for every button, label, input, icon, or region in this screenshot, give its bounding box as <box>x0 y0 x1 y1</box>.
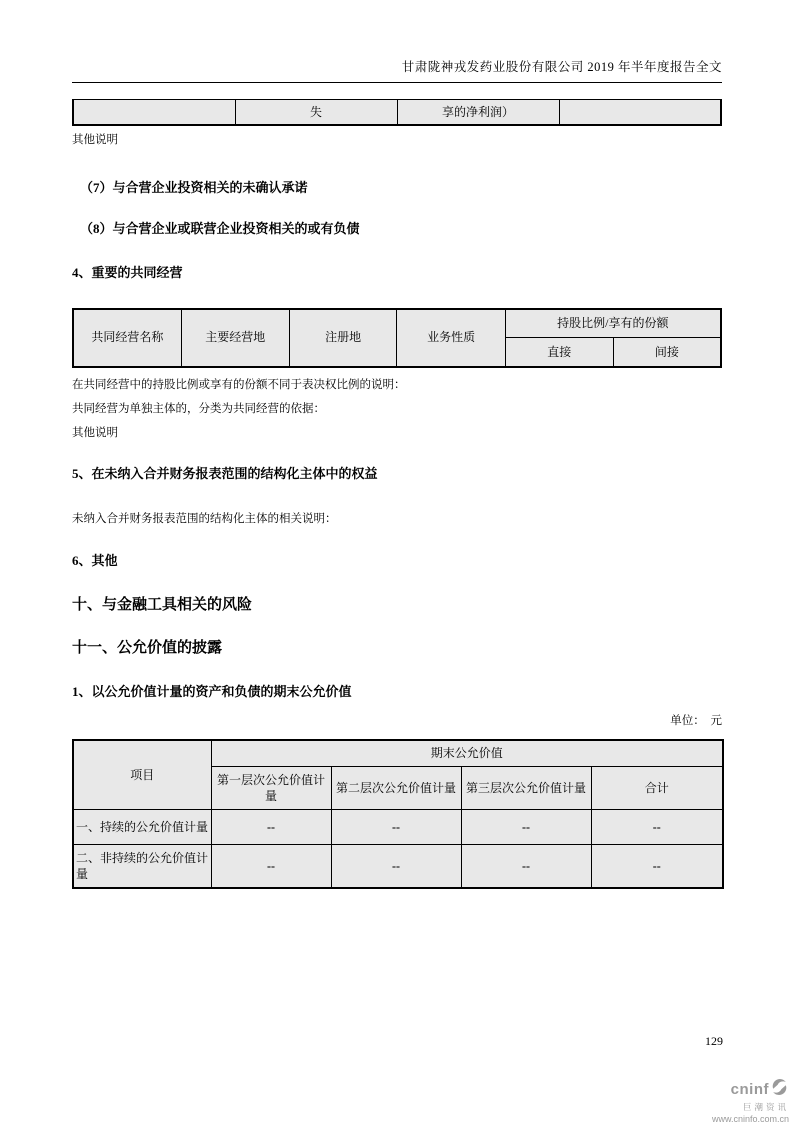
col-header-direct: 直接 <box>505 338 613 367</box>
heading-8-contingent-liabilities: （8）与合营企业或联营企业投资相关的或有负债 <box>80 220 360 236</box>
joint-operation-table <box>72 308 722 368</box>
heading-6-other: 6、其他 <box>72 552 118 568</box>
col-header-business-nature: 业务性质 <box>397 309 505 367</box>
cninfo-logo-text: cninf <box>730 1081 769 1098</box>
table-row <box>73 309 721 338</box>
row-item-label: 一、持续的公允价值计量 <box>73 810 211 845</box>
carryover-table <box>72 99 722 126</box>
col-header-level3: 第三层次公允价值计量 <box>461 767 591 810</box>
col-header-registration-place: 注册地 <box>289 309 397 367</box>
carryover-cell-4 <box>559 100 721 125</box>
heading-5-structured-entities-equity: 5、在未纳入合并财务报表范围的结构化主体中的权益 <box>72 465 378 481</box>
col-header-item: 项目 <box>73 740 211 810</box>
cninfo-pinwheel-icon <box>770 1078 789 1101</box>
table-row <box>73 740 723 767</box>
level3-value: -- <box>461 845 591 888</box>
other-note: 其他说明 <box>72 133 118 146</box>
joint-op-note-voting-ratio: 在共同经营中的持股比例或享有的份额不同于表决权比例的说明： <box>72 378 406 391</box>
col-header-joint-op-name: 共同经营名称 <box>73 309 181 367</box>
heading-7-unconfirmed-commitments: （7）与合营企业投资相关的未确认承诺 <box>80 179 308 195</box>
row-item-label: 二、非持续的公允价值计量 <box>73 845 211 888</box>
col-header-level2: 第二层次公允价值计量 <box>331 767 461 810</box>
joint-op-note-separate-entity: 共同经营为单独主体的，分类为共同经营的依据： <box>72 402 325 415</box>
level2-value: -- <box>331 810 461 845</box>
level1-value: -- <box>211 845 331 888</box>
joint-op-note-other: 其他说明 <box>72 426 118 439</box>
level3-value: -- <box>461 810 591 845</box>
cninfo-logo-url: www.cninfo.com.cn <box>711 1114 789 1124</box>
level2-value: -- <box>331 845 461 888</box>
carryover-cell-2: 失 <box>235 100 397 125</box>
cninfo-logo-subtitle: 巨潮资讯 <box>742 1102 789 1112</box>
heading-11-fair-value-disclosure: 十一、公允价值的披露 <box>72 639 223 656</box>
table-row-continuous-fair-value <box>73 810 723 845</box>
report-header-title: 甘肃陇神戎发药业股份有限公司 2019 年半年度报告全文 <box>72 57 722 83</box>
table-row-noncontinuous-fair-value <box>73 845 723 888</box>
col-header-level1: 第一层次公允价值计量 <box>211 767 331 810</box>
total-value: -- <box>591 810 723 845</box>
table-row <box>73 100 721 125</box>
unit-label: 单位： 元 <box>670 714 722 727</box>
page-number: 129 <box>705 1034 723 1048</box>
col-header-indirect: 间接 <box>613 338 721 367</box>
structured-entity-note: 未纳入合并财务报表范围的结构化主体的相关说明： <box>72 512 337 525</box>
col-header-total: 合计 <box>591 767 723 810</box>
level1-value: -- <box>211 810 331 845</box>
heading-10-financial-instrument-risk: 十、与金融工具相关的风险 <box>72 596 253 613</box>
col-header-share-ratio-group: 持股比例/享有的份额 <box>505 309 721 338</box>
cninfo-logo-row <box>703 1078 789 1101</box>
fair-value-table <box>72 739 724 889</box>
carryover-cell-3: 享的净利润） <box>397 100 559 125</box>
col-header-main-place: 主要经营地 <box>181 309 289 367</box>
cninfo-logo <box>703 1078 789 1124</box>
carryover-cell-1 <box>73 100 235 125</box>
heading-11-1-period-end-fair-value: 1、以公允价值计量的资产和负债的期末公允价值 <box>72 683 352 699</box>
total-value: -- <box>591 845 723 888</box>
col-header-period-end-fair-value: 期末公允价值 <box>211 740 723 767</box>
heading-4-important-joint-operations: 4、重要的共同经营 <box>72 264 183 280</box>
page-content <box>72 57 722 889</box>
